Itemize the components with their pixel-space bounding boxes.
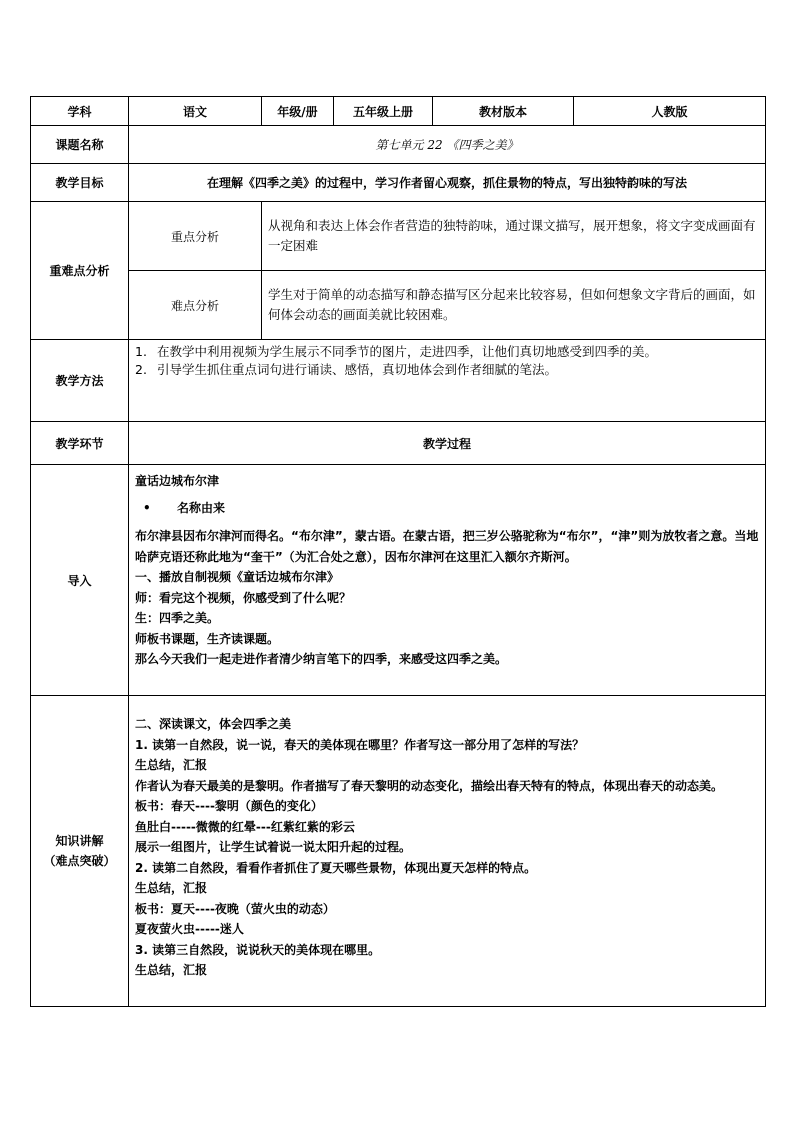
process-header-row [31,422,766,465]
methods-label: 教学方法 [31,340,129,422]
knowledge-line: 展示一组图片，让学生试着说一说太阳升起的过程。 [135,840,412,854]
knowledge-row [31,696,766,1007]
key-analysis-label: 重点分析 [129,202,262,271]
header-row [31,97,766,126]
edition-label: 教材版本 [433,97,574,126]
methods-list [129,343,765,379]
knowledge-line: 3. 读第三自然段，说说秋天的美体现在哪里。 [135,942,381,957]
grade-label: 年级/册 [262,97,334,126]
subject-value: 语文 [129,97,262,126]
topic-label: 课题名称 [31,126,129,164]
grade-value: 五年级上册 [334,97,433,126]
goal-row [31,164,766,202]
intro-line: 师：看完这个视频，你感受到了什么呢？ [135,590,352,605]
knowledge-label-line1: 知识讲解 [55,834,104,848]
knowledge-line: 二、深读课文，体会四季之美 [135,717,292,731]
knowledge-line: 板书：春天----黎明（颜色的变化） [135,799,323,813]
stage-header: 教学环节 [31,422,129,465]
knowledge-label-line2: （难点突破） [43,854,116,868]
difficult-analysis-label: 难点分析 [129,271,262,340]
intro-line: 生：四季之美。 [135,611,220,625]
difficult-analysis-row [31,271,766,340]
edition-value: 人教版 [574,97,766,126]
knowledge-line: 生总结，汇报 [135,881,208,895]
lesson-plan-table [30,96,766,1007]
methods-cell [129,340,766,422]
methods-row [31,340,766,422]
knowledge-label [31,696,129,1007]
process-header: 教学过程 [129,422,766,465]
goal-value: 在理解《四季之美》的过程中，学习作者留心观察，抓住景物的特点，写出独特韵味的写法 [129,164,766,202]
knowledge-line: 夏夜萤火虫-----迷人 [135,922,244,936]
knowledge-line: 板书：夏天----夜晚（萤火虫的动态） [135,901,335,916]
analysis-label: 重难点分析 [31,202,129,340]
topic-row [31,126,766,164]
topic-value: 第七单元 22 《四季之美》 [129,126,766,164]
intro-line: 布尔津县因布尔津河而得名。“布尔津”，蒙古语。在蒙古语，把三岁公骆驼称为“布尔”，“津”则为放牧者之意。当地哈萨克语还称此地为“奎干”（为汇合处之意），因布尔津河在这里汇入额尔齐斯河。 [135,529,759,564]
key-analysis-text: 从视角和表达上体会作者营造的独特韵味，通过课文描写，展开想象，将文字变成画面有一定困难 [262,202,766,271]
intro-bullet-item: • 名称由来 [143,500,226,515]
difficult-analysis-text: 学生对于简单的动态描写和静态描写区分起来比较容易，但如何想象文字背后的画面，如何体会动态的画面美就比较困难。 [262,271,766,340]
knowledge-line: 生总结，汇报 [135,758,208,772]
subject-label: 学科 [31,97,129,126]
knowledge-line: 1. 读第一自然段，说一说，春天的美体现在哪里？作者写这一部分用了怎样的写法？ [135,737,585,752]
key-analysis-row [31,202,766,271]
intro-line: 童话边城布尔津 [135,474,220,488]
knowledge-content [129,696,766,1007]
knowledge-line: 2. 读第二自然段，看看作者抓住了夏天哪些景物，体现出夏天怎样的特点。 [135,860,537,875]
methods-item: 1. 在教学中利用视频为学生展示不同季节的图片，走进四季，让他们真切地感受到四季的美。 [135,344,658,359]
intro-line: 那么今天我们一起走进作者清少纳言笔下的四季，来感受这四季之美。 [135,652,508,666]
intro-line: 师板书课题，生齐读课题。 [135,631,280,646]
knowledge-line: 鱼肚白-----微微的红晕---红紫红紫的彩云 [135,819,355,834]
knowledge-line: 生总结，汇报 [135,963,208,977]
knowledge-line: 作者认为春天最美的是黎明。作者描写了春天黎明的动态变化，描绘出春天特有的特点，体现出春天的动态美。 [135,778,724,793]
methods-item: 2. 引导学生抓住重点词句进行诵读、感悟，真切地体会到作者细腻的笔法。 [135,362,558,377]
intro-row [31,465,766,696]
intro-label: 导入 [31,465,129,696]
intro-content [129,465,766,696]
goal-label: 教学目标 [31,164,129,202]
intro-line: 一、播放自制视频《童话边城布尔津》 [135,570,340,584]
